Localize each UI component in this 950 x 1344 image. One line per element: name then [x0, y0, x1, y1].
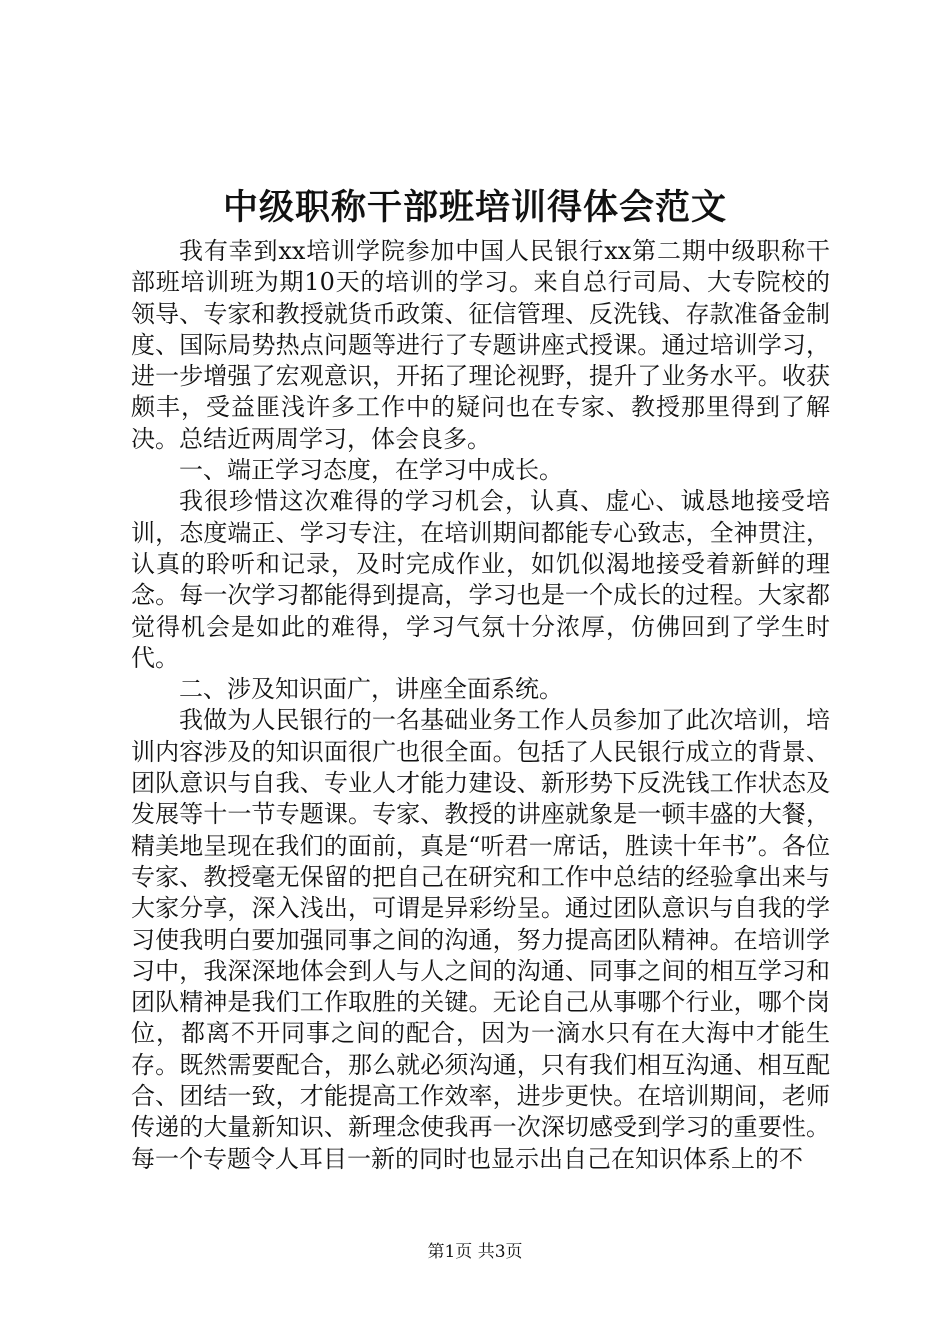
paragraph-intro: 我有幸到xx培训学院参加中国人民银行xx第二期中级职称干部班培训班为期10天的培训的学习。来自总行司局、大专院校的领导、专家和教授就货币政策、征信管理、反洗钱、存款准备金制度、国际局势热点问题等进行了专题讲座式授课。通过培训学习，进一步增强了宏观意识，开拓了理论视野，提升了业务水平。收获颇丰，受益匪浅许多工作中的疑问也在专家、教授那里得到了解决。总结近两周学习，体会良多。: [131, 237, 830, 453]
document-body: [131, 236, 830, 1175]
paragraph-section-1: 我很珍惜这次难得的学习机会，认真、虚心、诚恳地接受培训，态度端正、学习专注，在培训期间都能专心致志，全神贯注，认真的聆听和记录，及时完成作业，如饥似渴地接受着新鲜的理念。每一次学习都能得到提高，学习也是一个成长的过程。大家都觉得机会是如此的难得，学习气氛十分浓厚，仿佛回到了学生时代。: [131, 487, 830, 672]
document-title: 中级职称干部班培训得体会范文: [222, 187, 727, 228]
section-heading-2: 二、涉及知识面广，讲座全面系统。: [179, 675, 563, 704]
section-heading-1: 一、端正学习态度，在学习中成长。: [179, 456, 563, 485]
page-footer: 第1页 共3页: [427, 1242, 523, 1262]
paragraph-section-2: 我做为人民银行的一名基础业务工作人员参加了此次培训，培训内容涉及的知识面很广也很全面。包括了人民银行成立的背景、团队意识与自我、专业人才能力建设、新形势下反洗钱工作状态及发展等十一节专题课。专家、教授的讲座就象是一顿丰盛的大餐，精美地呈现在我们的面前，真是“听君一席话，胜读十年书”。各位专家、教授毫无保留的把自己在研究和工作中总结的经验拿出来与大家分享，深入浅出，可谓是异彩纷呈。通过团队意识与自我的学习使我明白要加强同事之间的沟通，努力提高团队精神。在培训学习中，我深深地体会到人与人之间的沟通、同事之间的相互学习和团队精神是我们工作取胜的关键。无论自己从事哪个行业，哪个岗位，都离不开同事之间的配合，因为一滴水只有在大海中才能生存。既然需要配合，那么就必须沟通，只有我们相互沟通、相互配合、团结一致，才能提高工作效率，进步更快。在培训期间，老师传递的大量新知识、新理念使我再一次深切感受到学习的重要性。每一个专题令人耳目一新的同时也显示出自己在知识体系上的不: [131, 706, 830, 1173]
